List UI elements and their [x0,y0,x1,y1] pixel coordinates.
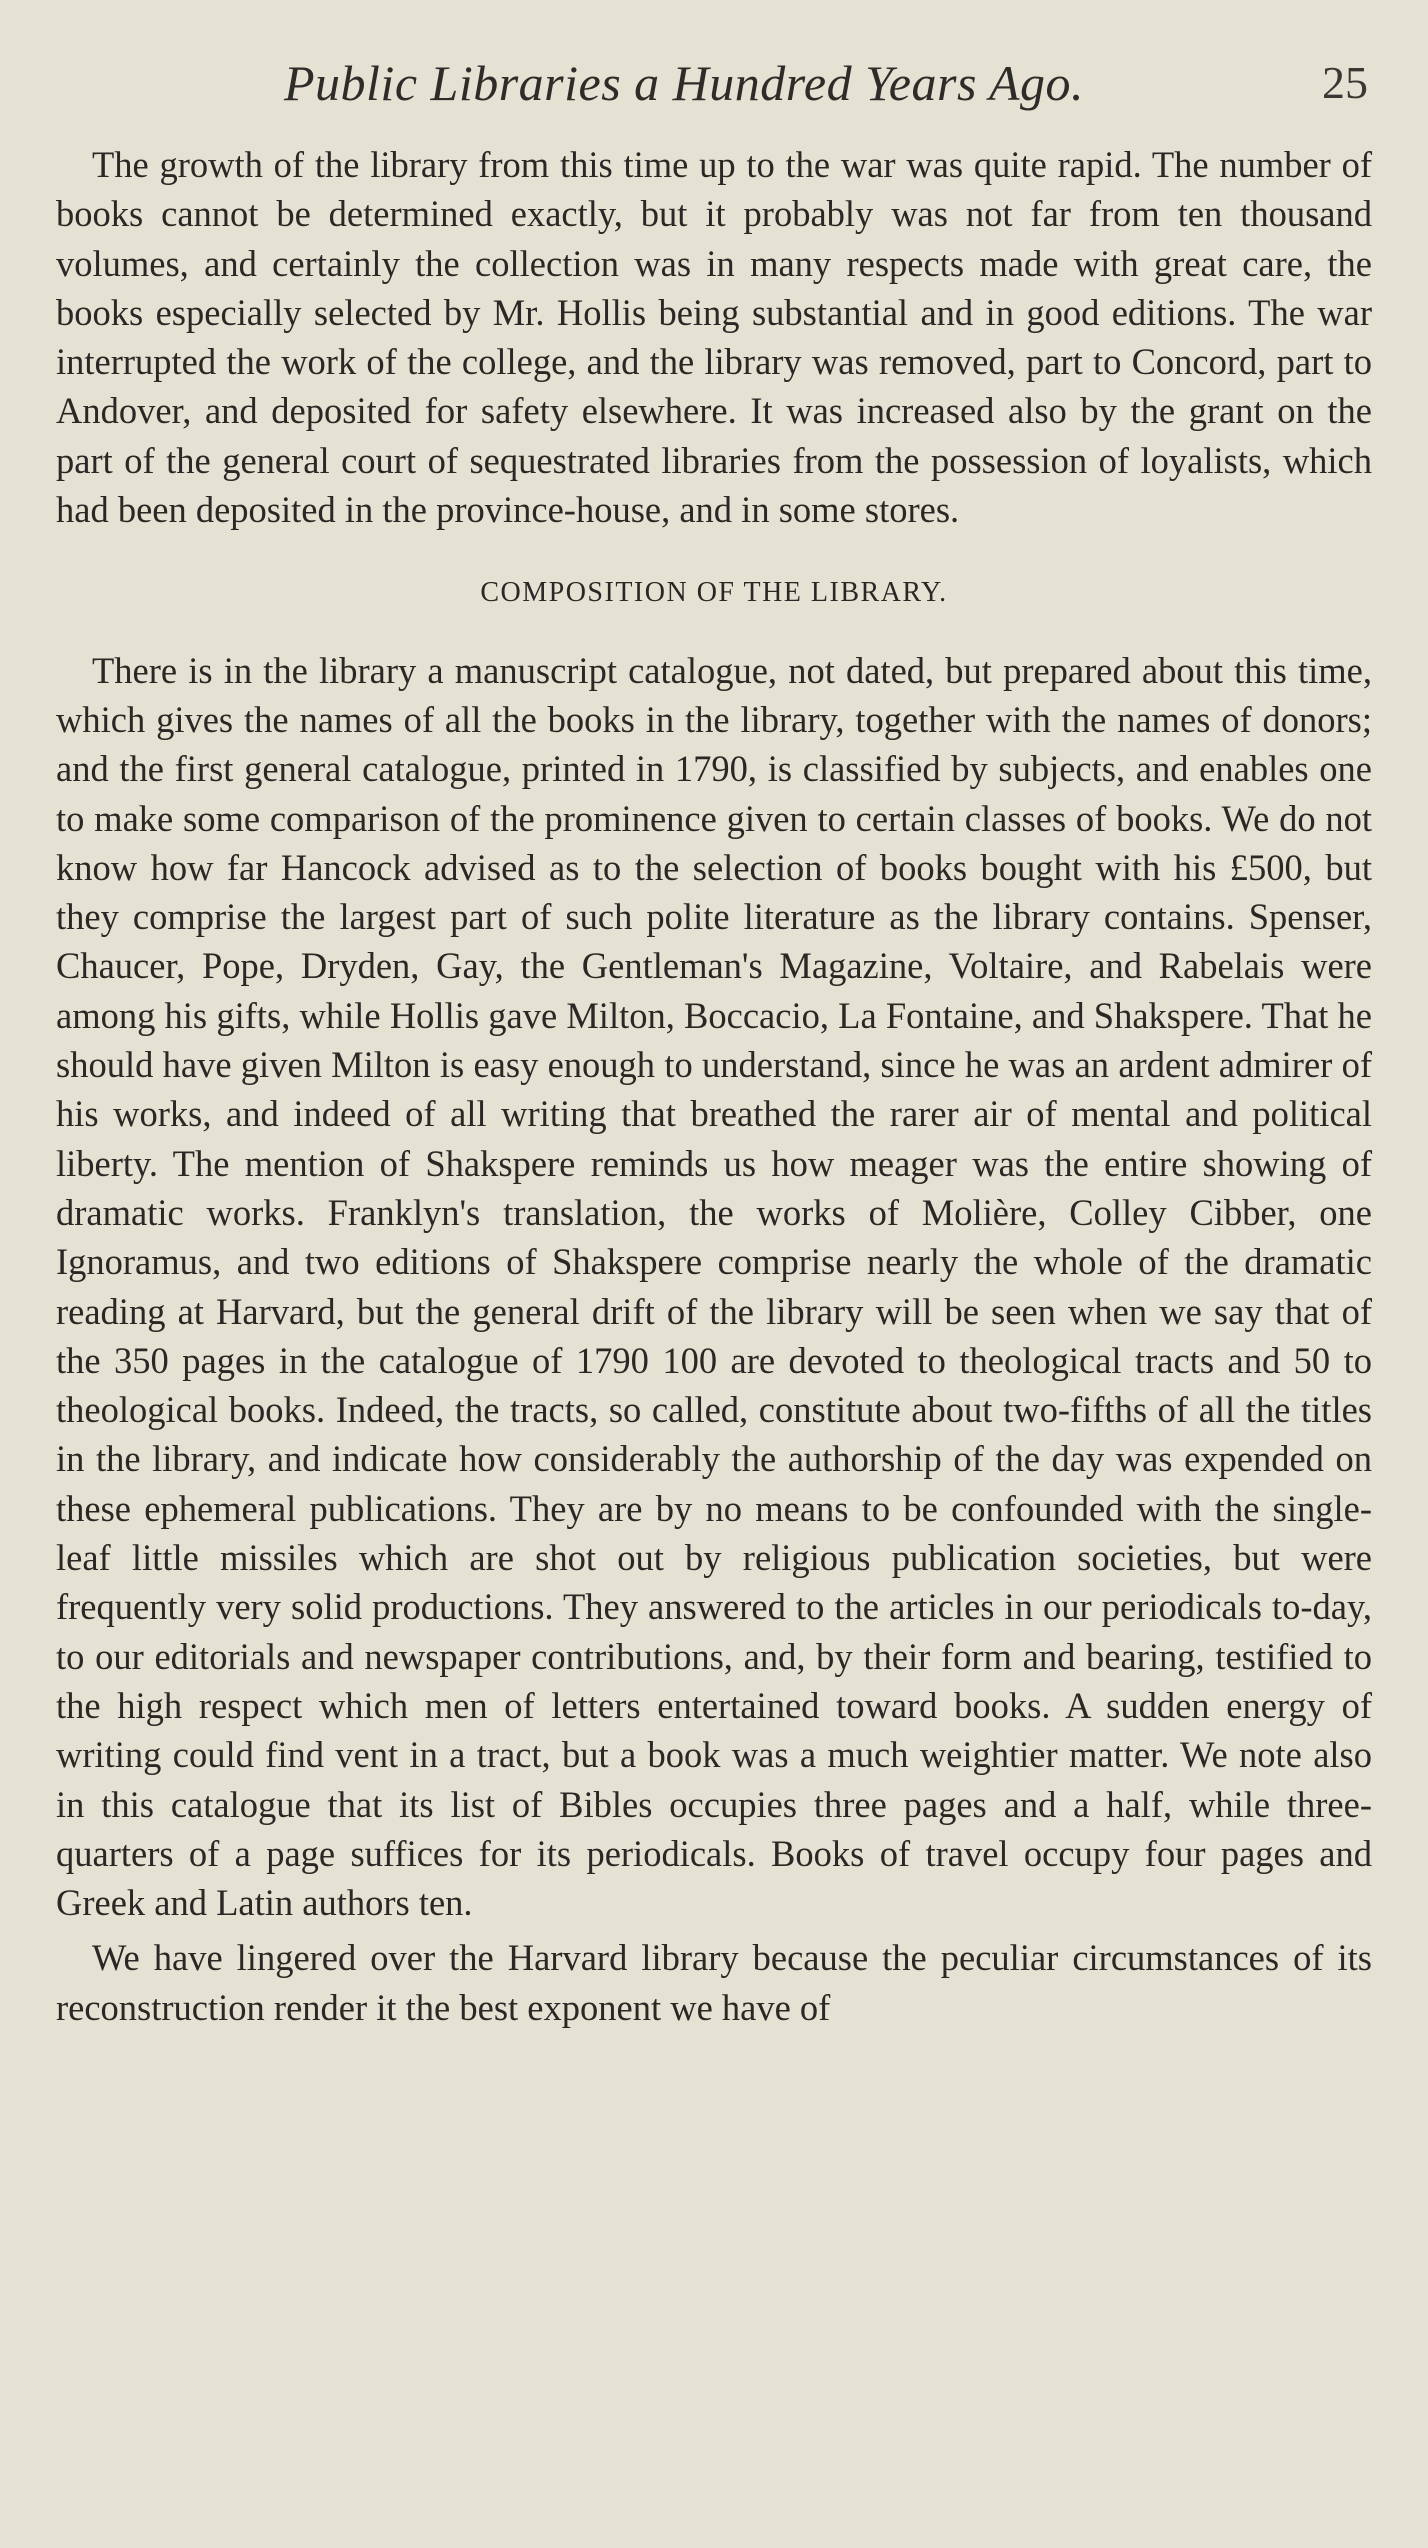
paragraph-harvard-library: We have lingered over the Harvard library because the peculiar circumstances of its reconstruction render it the best exponent we have of [56,1937,1372,2028]
paragraph-catalogue: There is in the library a manuscript catalogue, not dated, but prepared about this time, which gives the names of all the books in the library, together with the names of donors; and the first general catalogue, printed in 1790, is classified by subjects, and enables one to make some comparison of the prominence given to certain classes of books. We do not know how far Hancock advised as to the selection of books bought with his £500, but they comprise the largest part of such polite literature as the library contains. Spenser, Chaucer, Pope, Dryden, Gay, the Gentleman's Magazine, Voltaire, and Rabelais were among his gifts, while Hollis gave Milton, Boccacio, La Fontaine, and Shakspere. That he should have given Milton is easy enough to understand, since he was an ardent admirer of his works, and indeed of all writing that breathed the rarer air of mental and political liberty. The mention of Shakspere reminds us how meager was the entire showing of dramatic works. Franklyn's translation, the works of Molière, Colley Cibber, one Ignoramus, and two editions of Shakspere comprise nearly the whole of the dramatic reading at Harvard, but the general drift of the library will be seen when we say that of the 350 pages in the catalogue of 1790 100 are devoted to theological tracts and 50 to theological books. Indeed, the tracts, so called, constitute about two-fifths of all the titles in the library, and indicate how considerably the authorship of the day was expended on these ephemeral publications. They are by no means to be confounded with the single-leaf little missiles which are shot out by religious publication societies, but were frequently very solid productions. They answered to the articles in our periodicals to-day, to our editorials and newspaper contributions, and, by their form and bearing, testified to the high respect which men of letters entertained toward books. A sudden energy of writing could find vent in a tract, but a book was a much weightier matter. We note also in this catalogue that its list of Bibles occupies three pages and a half, while three-quarters of a page suffices for its periodicals. Books of travel occupy four pages and Greek and Latin authors ten. [56,649,1372,1924]
page-header [56,40,1372,120]
paragraph-library-growth: The growth of the library from this time up to the war was quite rapid. The number of books cannot be determined exactly, but it probably was not far from ten thousand volumes, and certainly the collection was in many respects made with great care, the books especially selected by Mr. Hollis being substantial and in good editions. The war interrupted the work of the college, and the library was removed, part to Concord, part to Andover, and deposited for safety elsewhere. It was increased also by the grant on the part of the general court of sequestrated libraries from the possession of loyalists, which had been deposited in the province-house, and in some stores. [56,144,1372,531]
running-title: Public Libraries a Hundred Years Ago. [284,55,1085,111]
page-body [56,140,1372,2032]
section-heading: COMPOSITION OF THE LIBRARY. [480,577,948,609]
page-number: 25 [1322,57,1368,108]
